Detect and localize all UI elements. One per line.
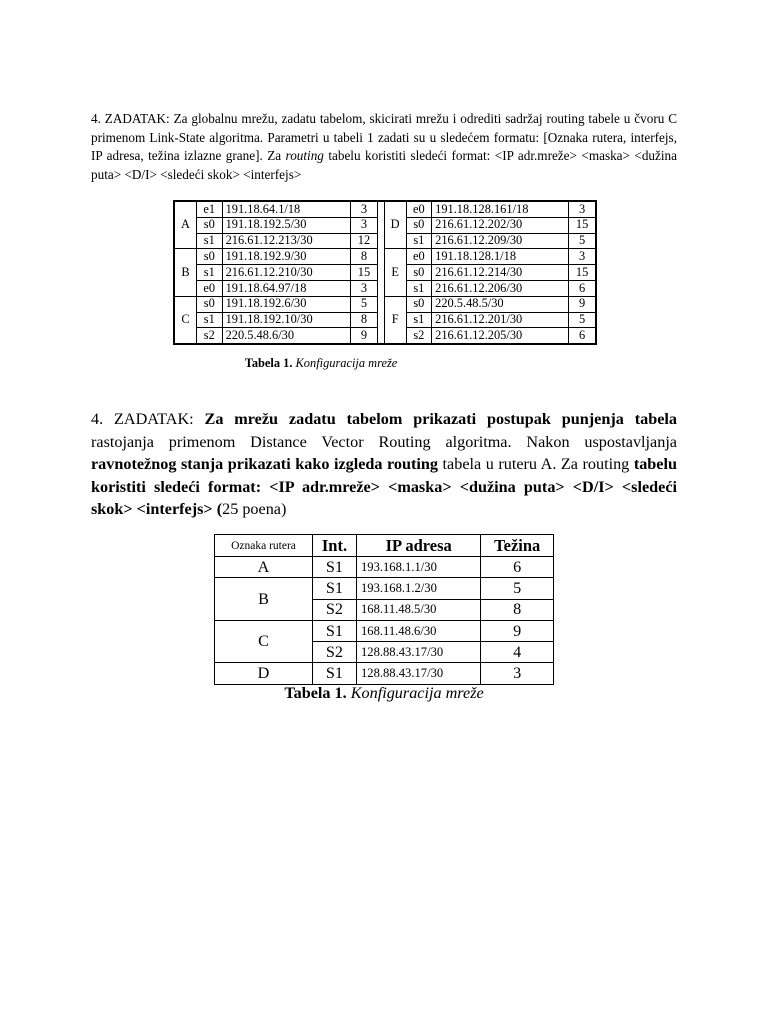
interface-cell: S1	[313, 620, 357, 641]
task1-text-italic: routing	[285, 148, 324, 163]
weight-cell: 5	[481, 578, 554, 599]
task2-bold-b: ravnotežnog stanja prikazati kako izgleda routing	[91, 455, 439, 473]
ip-address-cell: 220.5.48.5/30	[432, 296, 569, 312]
table2-row	[215, 557, 554, 578]
table1-caption-title: Konfiguracija mreže	[295, 356, 398, 370]
weight-cell: 9	[481, 620, 554, 641]
weight-cell: 5	[351, 296, 378, 312]
table1-row	[174, 296, 596, 312]
network-config-table-1	[173, 200, 597, 345]
task1-text-b: tabelu koristiti sledeći format: <IP adr.mreže> <maska> <dužina puta> <D/I> <sledeći skok> <interfejs>	[91, 148, 677, 182]
table2-row	[215, 663, 554, 684]
weight-cell: 6	[569, 328, 596, 344]
ip-address-cell: 216.61.12.210/30	[222, 265, 351, 281]
ip-address-cell: 191.18.192.6/30	[222, 296, 351, 312]
weight-cell: 3	[351, 201, 378, 217]
table2-caption	[214, 684, 554, 703]
interface-cell: s1	[406, 312, 432, 328]
weight-cell: 6	[569, 280, 596, 296]
weight-cell: 15	[351, 265, 378, 281]
weight-cell: 9	[351, 328, 378, 344]
ip-address-cell: 216.61.12.205/30	[432, 328, 569, 344]
weight-cell: 4	[481, 642, 554, 663]
ip-address-cell: 216.61.12.213/30	[222, 233, 351, 249]
interface-cell: S1	[313, 578, 357, 599]
interface-cell: s0	[197, 217, 223, 233]
interface-cell: S2	[313, 642, 357, 663]
ip-address-cell: 191.18.64.97/18	[222, 280, 351, 296]
table2-header-ip: IP adresa	[356, 535, 480, 557]
task2-plain-a: rastojanja primenom Distance Vector Routing algoritma. Nakon uspostavljanja	[91, 432, 677, 451]
task1-paragraph	[91, 110, 677, 184]
table2-header-row	[215, 535, 554, 557]
interface-cell: s0	[406, 217, 432, 233]
ip-address-cell: 168.11.48.5/30	[356, 599, 480, 620]
task2-paragraph	[91, 408, 677, 521]
table2-caption-title: Konfiguracija mreže	[350, 684, 484, 702]
router-label: D	[215, 663, 313, 684]
ip-address-cell: 216.61.12.209/30	[432, 233, 569, 249]
ip-address-cell: 191.18.192.9/30	[222, 249, 351, 265]
weight-cell: 3	[351, 217, 378, 233]
table2-row	[215, 620, 554, 641]
ip-address-cell: 216.61.12.206/30	[432, 280, 569, 296]
router-left-label: A	[174, 201, 197, 249]
interface-cell: S1	[313, 557, 357, 578]
task2-bold-c: tabelu koristiti sledeći format: <IP adr.mreže> <maska> <dužina puta> <D/I> <sledeći skok> <interfejs> (	[91, 455, 677, 518]
column-gap	[377, 312, 384, 328]
interface-cell: s0	[406, 296, 432, 312]
ip-address-cell: 191.18.128.161/18	[432, 201, 569, 217]
ip-address-cell: 191.18.64.1/18	[222, 201, 351, 217]
weight-cell: 3	[481, 663, 554, 684]
router-label: B	[215, 578, 313, 621]
column-gap	[377, 265, 384, 281]
column-gap	[377, 296, 384, 312]
ip-address-cell: 191.18.192.5/30	[222, 217, 351, 233]
interface-cell: e0	[406, 249, 432, 265]
router-label: C	[215, 620, 313, 663]
router-left-label: C	[174, 296, 197, 344]
ip-address-cell: 216.61.12.202/30	[432, 217, 569, 233]
table1-row	[174, 201, 596, 217]
ip-address-cell: 191.18.128.1/18	[432, 249, 569, 265]
weight-cell: 6	[481, 557, 554, 578]
weight-cell: 3	[569, 249, 596, 265]
weight-cell: 15	[569, 265, 596, 281]
table2-caption-label: Tabela 1.	[284, 684, 347, 702]
weight-cell: 12	[351, 233, 378, 249]
router-right-label: F	[384, 296, 406, 344]
ip-address-cell: 216.61.12.201/30	[432, 312, 569, 328]
task2-heading: 4. ZADATAK:	[91, 410, 194, 428]
interface-cell: s1	[197, 265, 223, 281]
interface-cell: s1	[197, 312, 223, 328]
table2-header-interface: Int.	[313, 535, 357, 557]
table1-caption	[173, 356, 469, 371]
column-gap	[377, 328, 384, 344]
network-config-table-2	[214, 534, 554, 685]
ip-address-cell: 216.61.12.214/30	[432, 265, 569, 281]
interface-cell: e0	[197, 280, 223, 296]
table1-row	[174, 249, 596, 265]
router-left-label: B	[174, 249, 197, 296]
task1-heading: 4. ZADATAK:	[91, 111, 170, 126]
weight-cell: 15	[569, 217, 596, 233]
ip-address-cell: 168.11.48.6/30	[356, 620, 480, 641]
interface-cell: e1	[197, 201, 223, 217]
column-gap	[377, 249, 384, 265]
interface-cell: e0	[406, 201, 432, 217]
table2-row	[215, 578, 554, 599]
column-gap	[377, 233, 384, 249]
weight-cell: 8	[351, 312, 378, 328]
weight-cell: 9	[569, 296, 596, 312]
table2-header-router: Oznaka rutera	[215, 535, 313, 557]
ip-address-cell: 220.5.48.6/30	[222, 328, 351, 344]
column-gap	[377, 280, 384, 296]
ip-address-cell: 128.88.43.17/30	[356, 663, 480, 684]
router-right-label: D	[384, 201, 406, 249]
column-gap	[377, 201, 384, 217]
interface-cell: s0	[197, 249, 223, 265]
interface-cell: s1	[406, 233, 432, 249]
router-right-label: E	[384, 249, 406, 296]
ip-address-cell: 193.168.1.1/30	[356, 557, 480, 578]
weight-cell: 8	[351, 249, 378, 265]
weight-cell: 3	[569, 201, 596, 217]
interface-cell: S2	[313, 599, 357, 620]
weight-cell: 8	[481, 599, 554, 620]
task2-plain-c: 25 poena)	[222, 500, 287, 518]
interface-cell: S1	[313, 663, 357, 684]
ip-address-cell: 128.88.43.17/30	[356, 642, 480, 663]
ip-address-cell: 191.18.192.10/30	[222, 312, 351, 328]
interface-cell: s0	[406, 265, 432, 281]
interface-cell: s1	[197, 233, 223, 249]
table2-body	[215, 557, 554, 685]
column-gap	[377, 217, 384, 233]
interface-cell: s2	[406, 328, 432, 344]
weight-cell: 3	[351, 280, 378, 296]
task2-plain-b: tabela u ruteru A. Za routing	[438, 455, 634, 473]
table2-header-weight: Težina	[481, 535, 554, 557]
task1-text-a: Za globalnu mrežu, zadatu tabelom, skicirati mrežu i odrediti sadržaj routing tabele u čvoru C primenom Link-State algoritma. Parametri u tabeli 1 zadati su u sledećem formatu: [Oznaka rutera, interfejs, IP adresa, težina izlazne grane]. Za	[91, 111, 678, 163]
table1-body	[174, 201, 596, 344]
interface-cell: s2	[197, 328, 223, 344]
weight-cell: 5	[569, 312, 596, 328]
task2-bold-a: Za mrežu zadatu tabelom prikazati postupak punjenja tabela	[193, 410, 677, 428]
ip-address-cell: 193.168.1.2/30	[356, 578, 480, 599]
weight-cell: 5	[569, 233, 596, 249]
interface-cell: s1	[406, 280, 432, 296]
router-label: A	[215, 557, 313, 578]
interface-cell: s0	[197, 296, 223, 312]
table1-caption-label: Tabela 1.	[244, 356, 293, 370]
